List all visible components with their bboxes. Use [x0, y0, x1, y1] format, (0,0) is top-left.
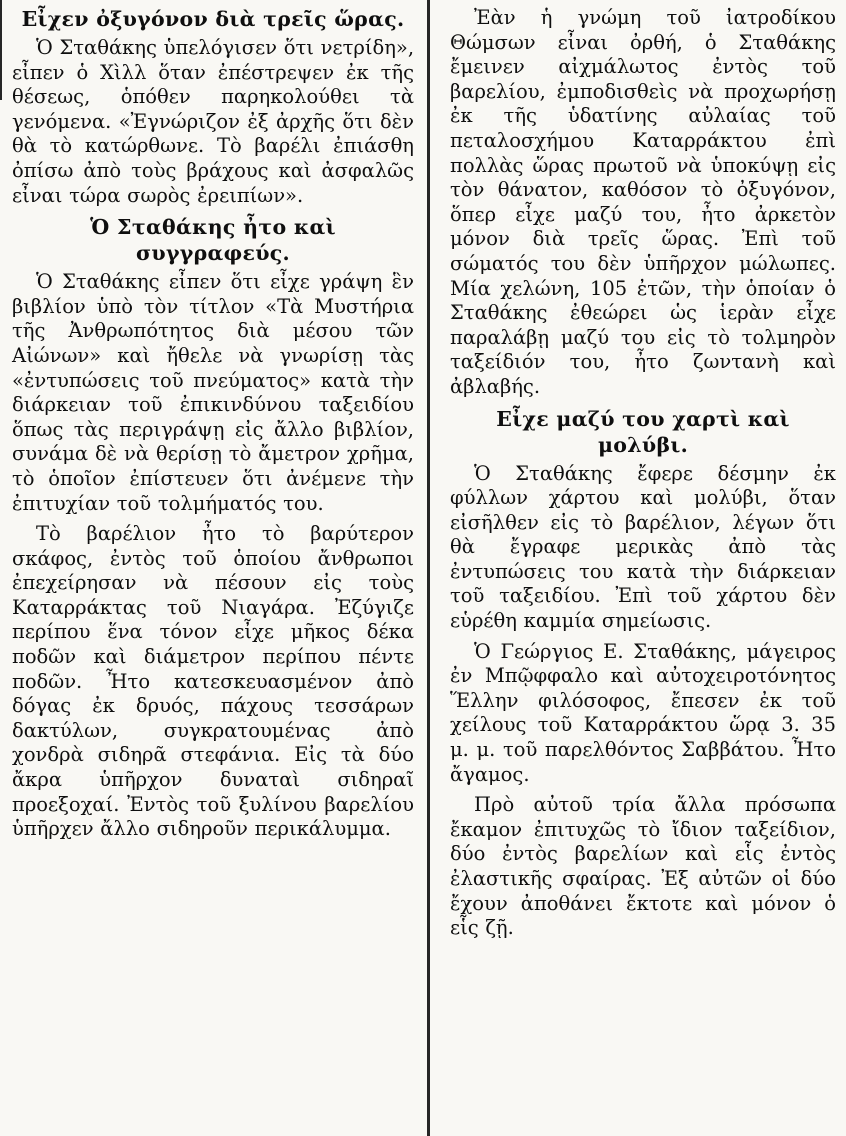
article-paragraph: Ἐὰν ἡ γνώμη τοῦ ἰατροδίκου Θώμσων εἶναι ὀρθή, ὁ Σταθάκης ἔμεινεν αἰχμάλωτος ἐντὸς τοῦ βαρελίου, ἐμποδισθεὶς νὰ προχωρήσῃ ἐκ τῆς ὑδατίνης αὐλαίας τοῦ πεταλοσχήμου Καταρράκτου ἐπὶ πολλὰς ὥρας πρωτοῦ νὰ ὑποκύψῃ εἰς τὸν θάνατον, καθόσον τὸ ὀξυγόνον, ὅπερ εἶχε μαζύ του, ἦτο ἀρκετὸν μόνον διὰ τρεῖς ὥρας. Ἐπὶ τοῦ σώματός του δὲν ὑπῆρχον μώλωπες. Μία χελώνη, 105 ἐτῶν, τὴν ὁποίαν ὁ Σταθάκης ἐθεώρει ὡς ἱερὰν εἶχε παραλάβῃ μαζύ του εἰς τὸ τολμηρὸν ταξείδιόν του, ἦτο ζωντανὴ καὶ ἀβλαβής.	[450, 6, 836, 398]
article-paragraph: Ὁ Σταθάκης εἶπεν ὅτι εἶχε γράψη ἓν βιβλίον ὑπὸ τὸν τίτλον «Τὰ Μυστήρια τῆς Ἀνθρωπότητος διὰ μέσου τῶν Αἰώνων» καὶ ἤθελε νὰ γνωρίσῃ τὰς «ἐντυπώσεις τοῦ πνεύματος» κατὰ τὴν διάρκειαν τοῦ ἐπικινδύνου ταξειδίου ὅπως τὰς περιγράψῃ εἰς ἄλλο βιβλίον, συνάμα δὲ νὰ θερίσῃ τὸ ἄμετρον χρῆμα, τὸ ὁποῖον ἐπίστευεν ὅτι ἀνέμενε τὴν ἐπιτυχίαν τοῦ τολμήματός του.	[12, 270, 414, 515]
headline-oxygen: Εἶχεν ὀξυγόνον διὰ τρεῖς ὥρας.	[21, 7, 405, 31]
article-paragraph: Ὁ Σταθάκης ὑπελόγισεν ὅτι νετρίδη», εἶπεν ὁ Χὶλλ ὅταν ἐπέστρεψεν ἐκ τῆς θέσεως, ὁπόθεν παρηκολούθει τὰ γενόμενα. «Ἐγνώριζον ἐξ ἀρχῆς ὅτι δὲν θὰ τὸ κατώρθωνε. Τὸ βαρέλι ἐπιάσθη ὀπίσω ἀπὸ τοὺς βράχους καὶ ἀσφαλῶς εἶναι τώρα σωρὸς ἐρειπίων».	[12, 36, 415, 207]
article-paragraph: Ὁ Γεώργιος Ε. Σταθάκης, μάγειρος ἐν Μπῷφφαλο καὶ αὐτοχειροτόνητος Ἕλλην φιλόσοφος, ἔπεσεν ἐκ τοῦ χείλους τοῦ Καταρράκτου ὥρᾳ 3. 35 μ. μ. τοῦ παρελθόντος Σαββάτου. Ἦτο ἄγαμος.	[450, 639, 836, 786]
right-column	[434, 0, 846, 1136]
article-paragraph: Πρὸ αὐτοῦ τρία ἄλλα πρόσωπα ἔκαμον ἐπιτυχῶς τὸ ἴδιον ταξείδιον, δύο ἐντὸς βαρελίων καὶ εἷς ἐντὸς ἐλαστικῆς σφαίρας. Ἐξ αὐτῶν οἱ δύο ἔχουν ἀποθάνει ἔκτοτε καὶ μόνον ὁ εἷς ζῇ.	[450, 793, 836, 940]
column-rule	[427, 0, 430, 1136]
headline-paper-pencil: Εἶχε μαζύ του χαρτὶ καὶ μολύβι.	[496, 406, 790, 457]
article-paragraph: Τὸ βαρέλιον ἦτο τὸ βαρύτερον σκάφος, ἐντὸς τοῦ ὁποίου ἄνθρωποι ἐπεχείρησαν νὰ πέσουν εἰς τοὺς Καταρράκτας τοῦ Νιαγάρα. Ἐζύγιζε περίπου ἕνα τόνον εἶχε μῆκος δέκα ποδῶν καὶ διάμετρον περίπου πέντε ποδῶν. Ἦτο κατεσκευασμένον ἀπὸ δόγας ἐκ δρυός, πάχους τεσσάρων δακτύλων, συγκρατουμένας ἀπὸ χονδρὰ σιδηρᾶ στεφάνια. Εἰς τὰ δύο ἄκρα ὑπῆρχον δυναταὶ σιδηραῖ προεξοχαί. Ἐντὸς τοῦ ξυλίνου βαρελίου ὑπῆρχεν ἄλλο σιδηροῦν περικάλυμμα.	[12, 522, 414, 841]
headline-author: Ὁ Σταθάκης ἦτο καὶ συγγραφεύς.	[90, 215, 336, 266]
article-paragraph: Ὁ Σταθάκης ἔφερε δέσμην ἐκ φύλλων χάρτου καὶ μολύβι, ὅταν εἰσῆλθεν εἰς τὸ βαρέλιον, λέγων ὅτι θὰ ἔγραφε μερικὰς ἀπὸ τὰς ἐντυπώσεις του κατὰ τὴν διάρκειαν τοῦ ταξειδίου. Ἐπὶ τοῦ χάρτου δὲν εὑρέθη καμμία σημείωσις.	[450, 461, 836, 633]
